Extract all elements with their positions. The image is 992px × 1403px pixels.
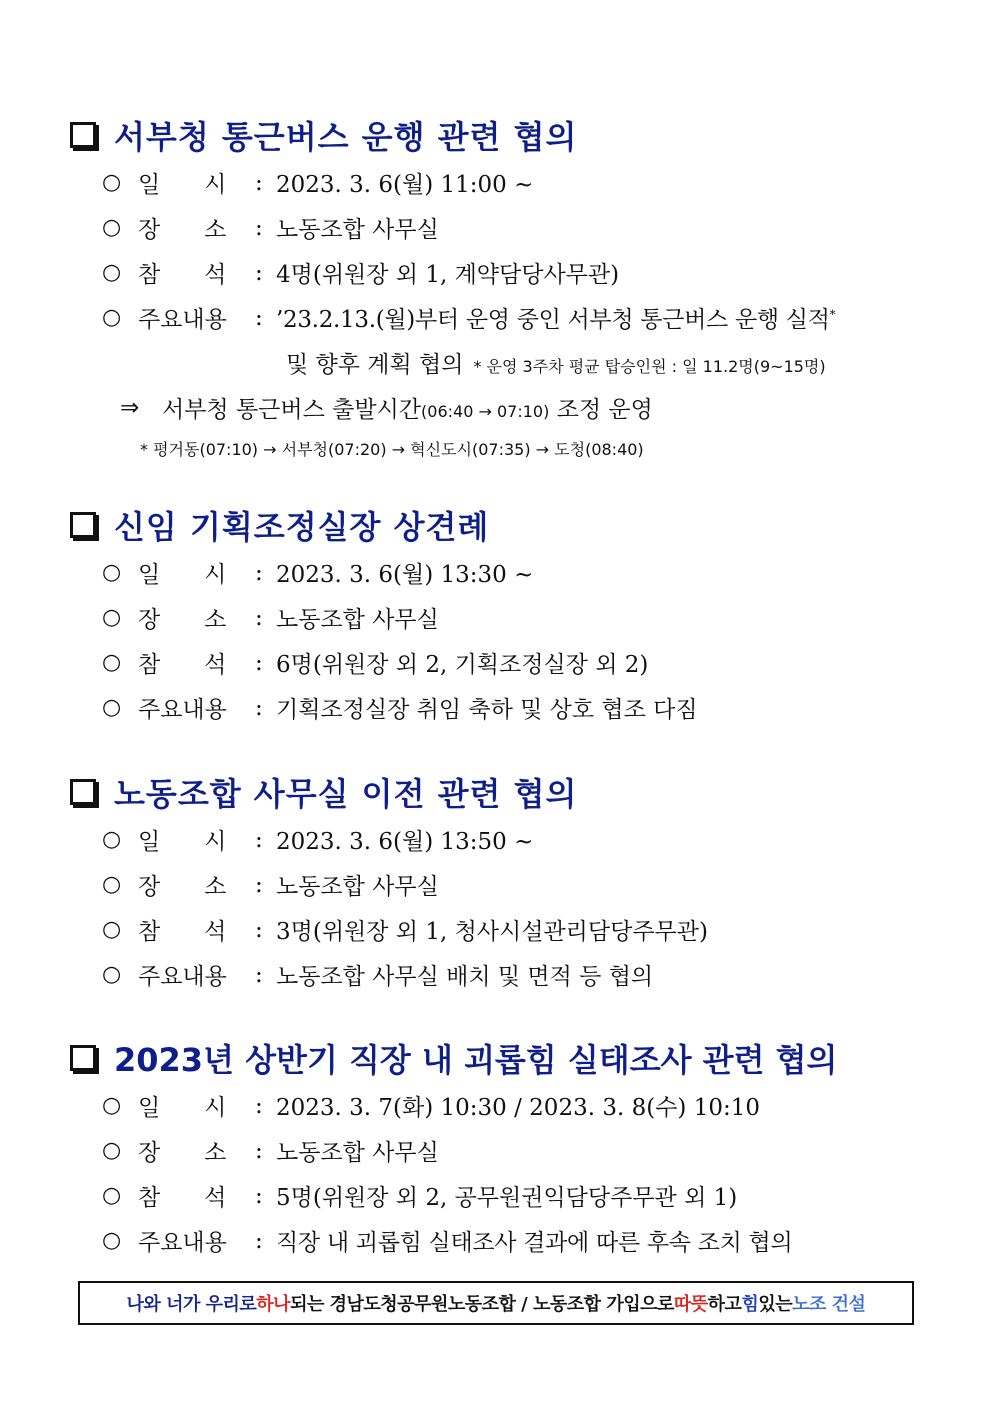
row-value: 노동조합 사무실 배치 및 면적 등 협의 bbox=[276, 964, 654, 990]
row-colon: : bbox=[255, 304, 263, 331]
section-office-relocation bbox=[70, 767, 930, 997]
row-label: 주요내용 bbox=[138, 697, 227, 723]
row-label: 주요내용 bbox=[138, 307, 227, 333]
info-row-attendees bbox=[70, 907, 930, 952]
info-row-content bbox=[70, 685, 930, 730]
row-colon: : bbox=[255, 559, 263, 586]
row-label: 일 시 bbox=[138, 172, 227, 198]
info-row-datetime bbox=[70, 160, 930, 205]
row-value bbox=[276, 301, 836, 334]
circle-bullet-icon: ○ bbox=[102, 872, 122, 897]
info-row-content-continued bbox=[70, 340, 930, 385]
circle-bullet-icon: ○ bbox=[102, 305, 122, 330]
row-label: 장 소 bbox=[138, 874, 227, 900]
row-label: 일 시 bbox=[138, 562, 227, 588]
row-colon: : bbox=[255, 214, 263, 241]
time-change: (06:40 → 07:10) bbox=[421, 402, 550, 421]
info-row-content bbox=[70, 952, 930, 997]
result-row bbox=[70, 385, 930, 430]
row-value: 2023. 3. 7(화) 10:30 / 2023. 3. 8(수) 10:10 bbox=[276, 1095, 760, 1121]
info-row-content bbox=[70, 295, 930, 340]
row-value: 2023. 3. 6(월) 13:30 ~ bbox=[276, 562, 534, 588]
row-label: 주요내용 bbox=[138, 1230, 227, 1256]
circle-bullet-icon: ○ bbox=[102, 560, 122, 585]
slogan-part: 있는 bbox=[758, 1294, 793, 1315]
section-title: 노동조합 사무실 이전 관련 협의 bbox=[114, 775, 578, 813]
slogan-part: 나와 너가 우리로 bbox=[126, 1294, 257, 1315]
slogan-part: 따뜻 bbox=[673, 1294, 708, 1315]
circle-bullet-icon: ○ bbox=[102, 215, 122, 240]
info-row-place bbox=[70, 862, 930, 907]
info-row-content bbox=[70, 1218, 930, 1263]
row-colon: : bbox=[255, 826, 263, 853]
row-colon: : bbox=[255, 871, 263, 898]
row-value: 노동조합 사무실 bbox=[276, 217, 439, 243]
circle-bullet-icon: ○ bbox=[102, 170, 122, 195]
slogan-part: 하나 bbox=[256, 1294, 291, 1315]
info-row-datetime bbox=[70, 1083, 930, 1128]
section-harassment-survey bbox=[70, 1033, 930, 1263]
content-text: ’23.2.13.(월)부터 운영 중인 서부청 통근버스 운행 실적 bbox=[276, 307, 830, 333]
checkbox-square-icon bbox=[70, 122, 96, 148]
checkbox-square-icon bbox=[70, 512, 96, 538]
circle-bullet-icon: ○ bbox=[102, 605, 122, 630]
row-value: 3명(위원장 외 1, 청사시설관리담당주무관) bbox=[276, 919, 708, 945]
info-row-place bbox=[70, 1128, 930, 1173]
section-title: 2023년 상반기 직장 내 괴롭힘 실태조사 관련 협의 bbox=[114, 1041, 838, 1079]
row-label: 장 소 bbox=[138, 607, 227, 633]
section-commuter-bus bbox=[70, 110, 930, 466]
row-value: 2023. 3. 6(월) 13:50 ~ bbox=[276, 829, 534, 855]
circle-bullet-icon: ○ bbox=[102, 827, 122, 852]
section-title: 서부청 통근버스 운행 관련 협의 bbox=[114, 118, 578, 156]
circle-bullet-icon: ○ bbox=[102, 1093, 122, 1118]
row-colon: : bbox=[255, 1092, 263, 1119]
row-colon: : bbox=[255, 1137, 263, 1164]
row-label: 참 석 bbox=[138, 1185, 227, 1211]
row-label: 일 시 bbox=[138, 1095, 227, 1121]
row-label: 일 시 bbox=[138, 829, 227, 855]
schedule-note: * 평거동(07:10) → 서부청(07:20) → 혁신도시(07:35) → 도청(08:40) bbox=[140, 439, 644, 459]
circle-bullet-icon: ○ bbox=[102, 1138, 122, 1163]
row-colon: : bbox=[255, 649, 263, 676]
info-row-place bbox=[70, 595, 930, 640]
row-value: 4명(위원장 외 1, 계약담당사무관) bbox=[276, 262, 620, 288]
row-colon: : bbox=[255, 1227, 263, 1254]
section-new-director-meeting bbox=[70, 500, 930, 730]
circle-bullet-icon: ○ bbox=[102, 1183, 122, 1208]
row-colon: : bbox=[255, 694, 263, 721]
row-colon: : bbox=[255, 169, 263, 196]
circle-bullet-icon: ○ bbox=[102, 917, 122, 942]
circle-bullet-icon: ○ bbox=[102, 1228, 122, 1253]
row-colon: : bbox=[255, 1182, 263, 1209]
row-colon: : bbox=[255, 604, 263, 631]
checkbox-square-icon bbox=[70, 1045, 96, 1071]
circle-bullet-icon: ○ bbox=[102, 962, 122, 987]
info-row-attendees bbox=[70, 250, 930, 295]
checkbox-square-icon bbox=[70, 779, 96, 805]
section-heading bbox=[70, 110, 930, 160]
row-label: 참 석 bbox=[138, 262, 227, 288]
implies-arrow-icon: ⇒ bbox=[120, 394, 140, 421]
row-value: 기획조정실장 취임 축하 및 상호 협조 다짐 bbox=[276, 697, 698, 723]
info-row-datetime bbox=[70, 817, 930, 862]
info-row-attendees bbox=[70, 1173, 930, 1218]
section-heading bbox=[70, 1033, 930, 1083]
circle-bullet-icon: ○ bbox=[102, 650, 122, 675]
row-label: 장 소 bbox=[138, 1140, 227, 1166]
content-continuation: 및 향후 계획 협의 * 운영 3주차 평균 탑승인원 : 일 11.2명(9~15명) bbox=[286, 352, 826, 378]
row-label: 참 석 bbox=[138, 652, 227, 678]
slogan-part: 하고 bbox=[707, 1294, 742, 1315]
row-label: 주요내용 bbox=[138, 964, 227, 990]
row-label: 장 소 bbox=[138, 217, 227, 243]
row-value: 노동조합 사무실 bbox=[276, 874, 439, 900]
section-title: 신임 기획조정실장 상견례 bbox=[114, 508, 490, 546]
slogan-part: 되는 경남도청공무원노동조합 / 노동조합 가입으로 bbox=[290, 1294, 674, 1315]
info-row-place bbox=[70, 205, 930, 250]
union-slogan-banner bbox=[78, 1281, 914, 1325]
section-heading bbox=[70, 767, 930, 817]
result-text: 서부청 통근버스 출발시간(06:40 → 07:10) 조정 운영 bbox=[162, 397, 653, 423]
ridership-note: * 운영 3주차 평균 탑승인원 : 일 11.2명(9~15명) bbox=[473, 357, 826, 376]
row-colon: : bbox=[255, 916, 263, 943]
row-value: 노동조합 사무실 bbox=[276, 607, 439, 633]
circle-bullet-icon: ○ bbox=[102, 695, 122, 720]
row-value: 6명(위원장 외 2, 기획조정실장 외 2) bbox=[276, 652, 649, 678]
schedule-note-row bbox=[70, 430, 930, 466]
info-row-datetime bbox=[70, 550, 930, 595]
slogan-part: 노조 건설 bbox=[792, 1294, 866, 1315]
row-label: 참 석 bbox=[138, 919, 227, 945]
info-row-attendees bbox=[70, 640, 930, 685]
row-value: 노동조합 사무실 bbox=[276, 1140, 439, 1166]
row-value: 2023. 3. 6(월) 11:00 ~ bbox=[276, 172, 534, 198]
row-colon: : bbox=[255, 961, 263, 988]
slogan-part: 힘 bbox=[741, 1294, 759, 1315]
row-colon: : bbox=[255, 259, 263, 286]
row-value: 직장 내 괴롭힘 실태조사 결과에 따른 후속 조치 협의 bbox=[276, 1230, 793, 1256]
row-value: 5명(위원장 외 2, 공무원권익담당주무관 외 1) bbox=[276, 1185, 738, 1211]
circle-bullet-icon: ○ bbox=[102, 260, 122, 285]
footnote-asterisk: * bbox=[829, 307, 836, 322]
section-heading bbox=[70, 500, 930, 550]
